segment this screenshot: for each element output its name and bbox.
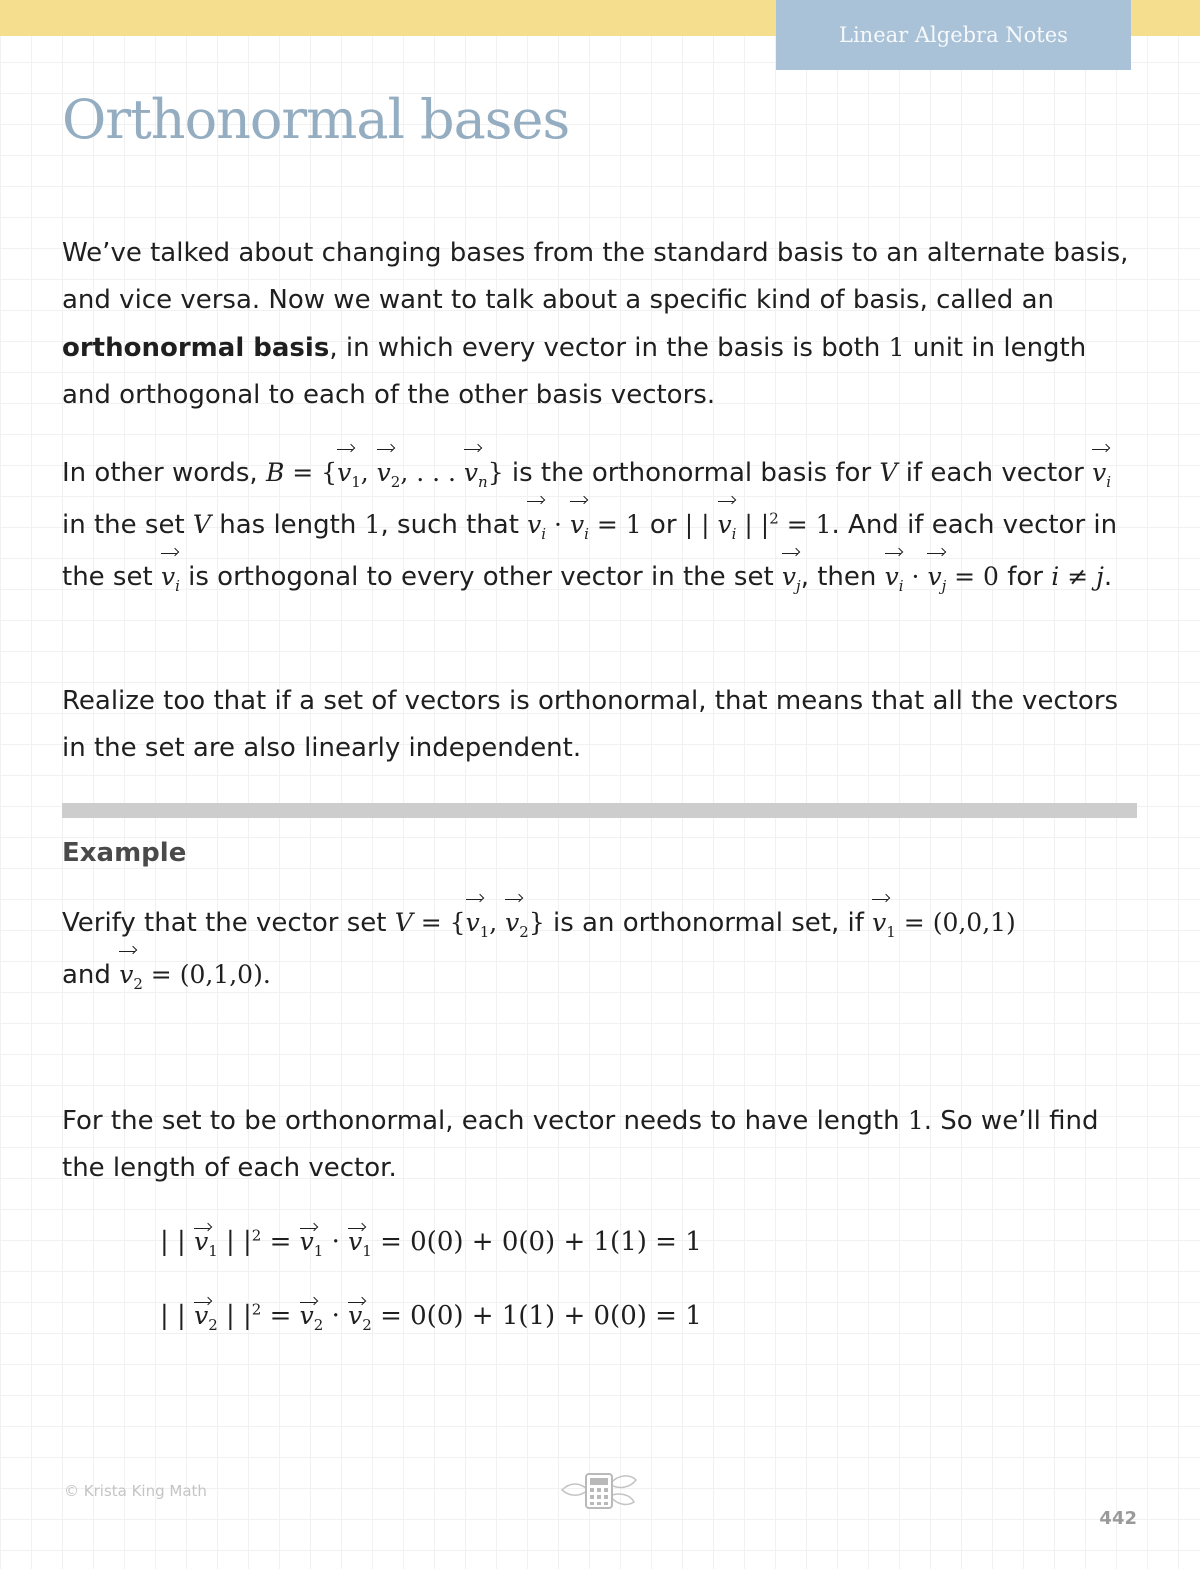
example-question: Verify that the vector set $V = \{v_1$, $v_2$} is an orthonormal set, if $v_1 = (0,0,1)$ and $v_2 = (0,1,0)$. (62, 896, 1142, 1000)
norm-formula: | | $v_i$ | $|^2 = 1$ (685, 510, 832, 539)
note-paragraph: Realize too that if a set of vectors is orthonormal, that means that all the vectors in the set are also linearly independent. (62, 686, 1119, 763)
orthogonal-formula: $v_i \cdot v_j = 0$ (885, 562, 999, 591)
page-title: Orthonormal bases (62, 88, 570, 151)
definition-paragraph: In other words, $B = \{v_1$, $v_2$, . . . $v_n$} is the orthonormal basis for V if each vector $v_i$ in the set V has length 1, such that $v_i \cdot v_i = 1$ or | | $v_i$ | $|^2 = 1$. And if each vector in the set $v_i$ is orthogonal to every other vector in the set $v_j$, then $v_i \cdot v_j = 0$ for i ≠ j. (62, 446, 1142, 602)
course-label: Linear Algebra Notes (839, 23, 1068, 47)
orthonormal-basis-term: orthonormal basis (62, 333, 330, 363)
copyright-text: © Krista King Math (64, 1482, 207, 1500)
course-label-tab (776, 0, 1131, 70)
unit-dot-formula: $v_i \cdot v_i = 1$ (527, 510, 641, 539)
basis-set-formula: $B = \{v_1$, $v_2$, . . . $v_n$} (266, 458, 504, 487)
calculator-leaf-logo-icon (560, 1470, 638, 1512)
solution-paragraph: For the set to be orthonormal, each vector needs to have length 1. So we’ll find the length of each vector. (62, 1106, 1099, 1183)
vector-set-formula: $V = \{v_1$, $v_2$} (395, 908, 545, 937)
page-number: 442 (1099, 1508, 1137, 1529)
intro-paragraph: We’ve talked about changing bases from the standard basis to an alternate basis, and vice versa. Now we want to talk about a specific kind of basis, called an orthonormal basis, in which every vector in the basis is both 1 unit in length and orthogonal to each of the other basis vectors. (62, 238, 1129, 410)
section-divider (62, 803, 1137, 818)
example-heading: Example (62, 838, 187, 868)
length-equation-v2: | | $v_2$ | $|^2 = v_2 \cdot v_2 = 0(0) + 1(1) + 0(0) = 1$ (160, 1300, 702, 1335)
length-equation-v1: | | $v_1$ | $|^2 = v_1 \cdot v_1 = 0(0) + 0(0) + 1(1) = 1$ (160, 1226, 702, 1261)
